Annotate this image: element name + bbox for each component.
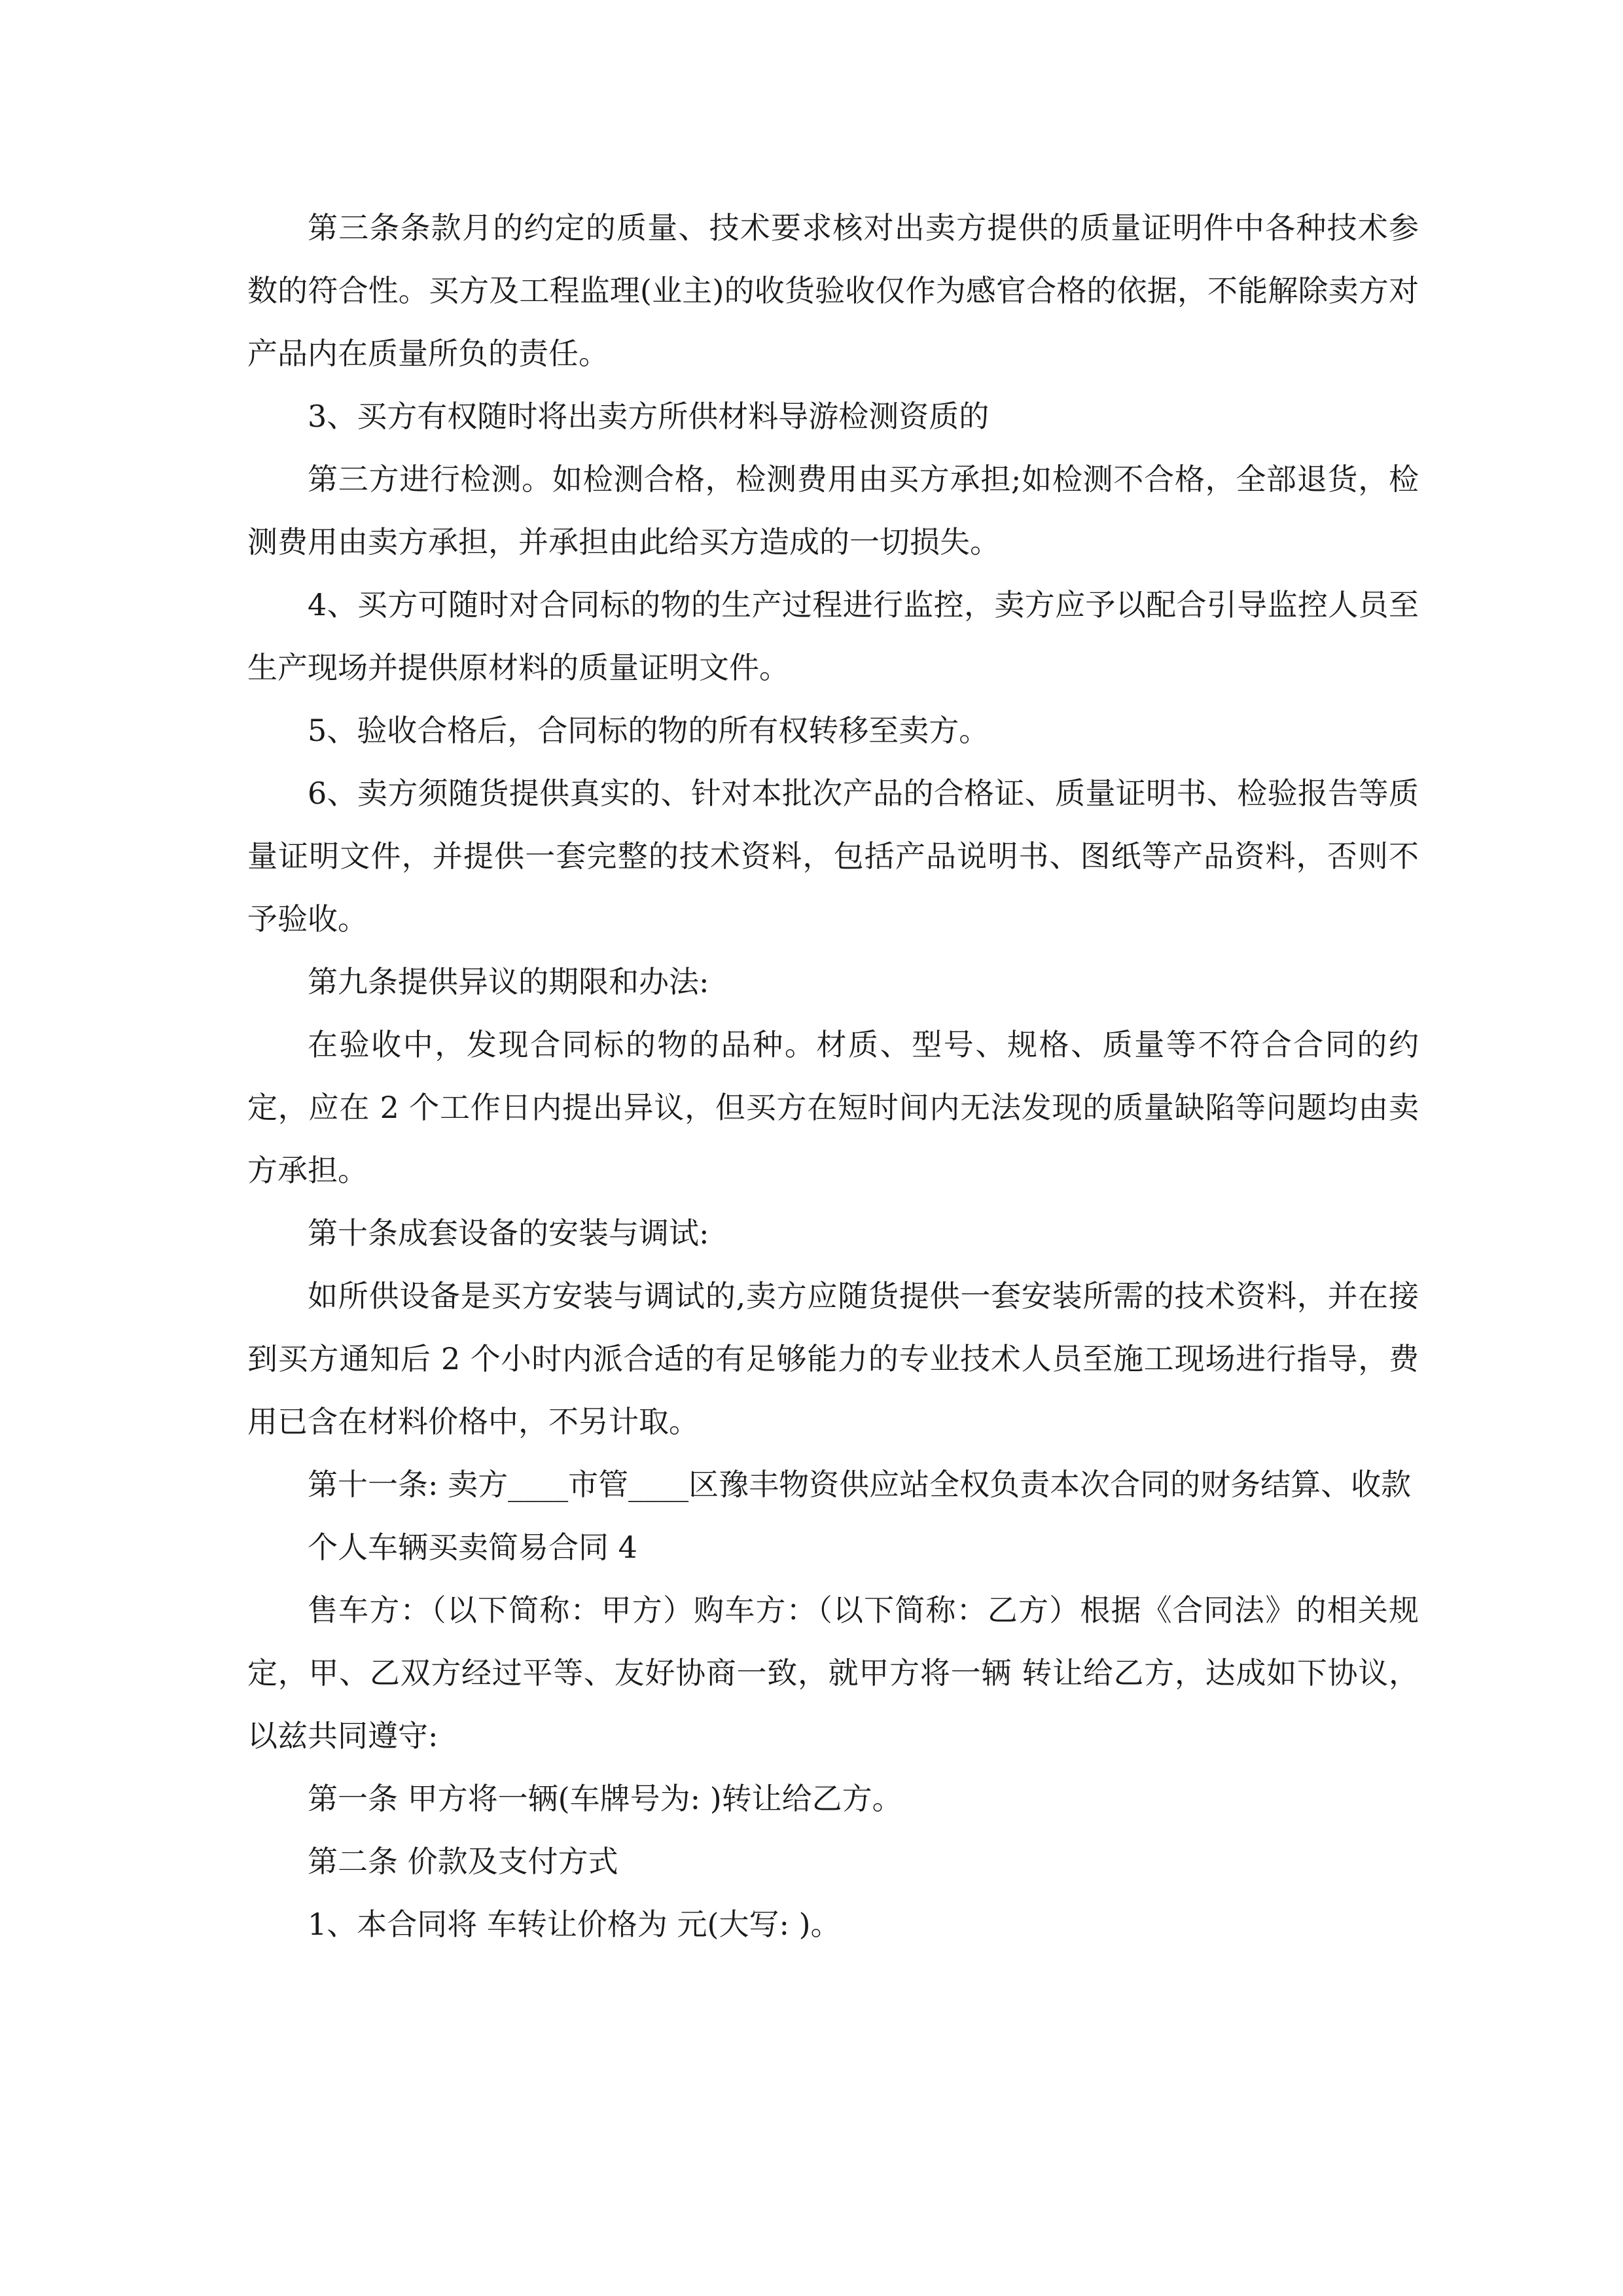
contract-title: 个人车辆买卖简易合同 4 <box>308 1530 637 1565</box>
paragraph-item-3: 3、买方有权随时将出卖方所供材料导游检测资质的 <box>308 399 990 434</box>
paragraph-article-1: 第一条 甲方将一辆(车牌号为: )转让给乙方。 <box>308 1781 902 1816</box>
paragraph-parties: 售车方：（以下简称：甲方）购车方：（以下简称：乙方）根据《合同法》的相关规定，甲、乙双方经过平等、友好协商一致，就甲方将一辆 转让给乙方，达成如下协议，以兹共同遵守: <box>247 1592 1419 1753</box>
paragraph-quality-clause: 第三条条款月的约定的质量、技术要求核对出卖方提供的质量证明件中各种技术参数的符合性。买方及工程监理(业主)的收货验收仅作为感官合格的依据，不能解除卖方对产品内在质量所负的责任。 <box>247 210 1419 371</box>
heading-article-9: 第九条提供异议的期限和办法: <box>308 964 709 999</box>
document-body <box>247 196 1419 1956</box>
heading-article-2: 第二条 价款及支付方式 <box>308 1844 618 1879</box>
paragraph-objection: 在验收中，发现合同标的物的品种。材质、型号、规格、质量等不符合合同的约定，应在 2 个工作日内提出异议，但买方在短时间内无法发现的质量缺陷等问题均由卖方承担。 <box>247 1027 1419 1188</box>
heading-article-10: 第十条成套设备的安装与调试: <box>308 1215 709 1251</box>
paragraph-installation: 如所供设备是买方安装与调试的,卖方应随货提供一套安装所需的技术资料，并在接到买方通知后 2 个小时内派合适的有足够能力的专业技术人员至施工现场进行指导，费用已含在材料价格中，不另计取。 <box>247 1278 1419 1439</box>
paragraph-article-11: 第十一条: 卖方____市管____区豫丰物资供应站全权负责本次合同的财务结算、收款 <box>308 1467 1412 1502</box>
paragraph-item-6: 6、卖方须随货提供真实的、针对本批次产品的合格证、质量证明书、检验报告等质量证明文件，并提供一套完整的技术资料，包括产品说明书、图纸等产品资料，否则不予验收。 <box>247 776 1419 937</box>
paragraph-item-4: 4、买方可随时对合同标的物的生产过程进行监控，卖方应予以配合引导监控人员至生产现场并提供原材料的质量证明文件。 <box>247 587 1419 685</box>
paragraph-third-party-testing: 第三方进行检测。如检测合格，检测费用由买方承担;如检测不合格，全部退货，检测费用由卖方承担，并承担由此给买方造成的一切损失。 <box>247 461 1419 560</box>
paragraph-item-5: 5、验收合格后，合同标的物的所有权转移至卖方。 <box>308 713 990 748</box>
paragraph-price: 1、本合同将 车转让价格为 元(大写: )。 <box>308 1907 841 1942</box>
